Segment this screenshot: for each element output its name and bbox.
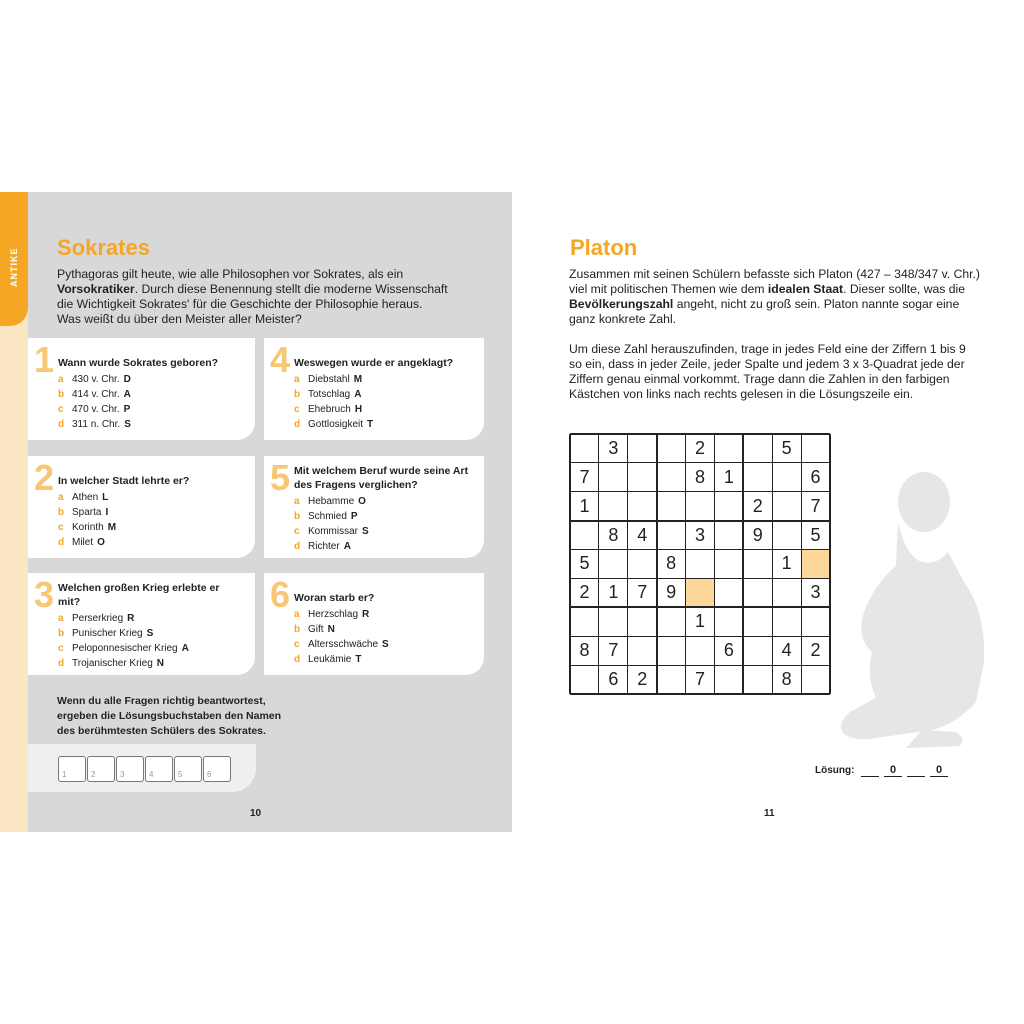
question-line-1: Woran starb er? <box>294 592 375 604</box>
answer-letter: a <box>58 492 64 503</box>
sudoku-cell[interactable] <box>657 434 686 463</box>
grid-line <box>570 636 830 637</box>
answer-letter: d <box>58 658 65 669</box>
answer-option[interactable] <box>294 402 373 417</box>
question-number: 1 <box>34 339 55 380</box>
solution-input-box[interactable] <box>116 756 144 782</box>
sudoku-cell[interactable]: 8 <box>781 669 792 690</box>
answer-text: Richter <box>308 541 340 552</box>
solution-input-box[interactable] <box>58 756 86 782</box>
sudoku-cell[interactable]: 5 <box>810 524 821 545</box>
question-text <box>294 356 453 370</box>
sudoku-cell[interactable]: 2 <box>637 669 648 690</box>
solution-digit-blank[interactable] <box>907 764 925 777</box>
sudoku-cell[interactable]: 1 <box>781 553 792 574</box>
answer-list <box>294 372 373 432</box>
solution-letter: L <box>102 492 109 503</box>
answer-letter: c <box>58 404 64 415</box>
answer-option[interactable] <box>58 417 131 432</box>
question-text <box>294 464 468 492</box>
sudoku-cell[interactable] <box>686 636 715 665</box>
answer-text: Schmied <box>308 511 347 522</box>
sudoku-cell[interactable]: 7 <box>694 669 705 690</box>
solution-letter: P <box>123 404 131 415</box>
platon-bold-population: Bevölkerungszahl <box>569 297 674 311</box>
answer-text: 414 v. Chr. <box>72 389 120 400</box>
intro-bold-term: Vorsokratiker <box>57 282 135 296</box>
solution-digit-blank[interactable] <box>861 764 879 777</box>
question-line-1: Wann wurde Sokrates geboren? <box>58 357 219 369</box>
grid-line <box>570 606 830 608</box>
question-box-1 <box>28 338 255 440</box>
answer-text: Gottlosigkeit <box>308 419 364 430</box>
question-box-5 <box>264 456 484 558</box>
page-number-left: 10 <box>250 808 262 819</box>
question-line-2: des Fragens verglichen? <box>294 479 418 491</box>
sudoku-cell[interactable] <box>714 492 743 521</box>
answer-text: 470 v. Chr. <box>72 404 120 415</box>
answer-letter: a <box>294 374 300 385</box>
sudoku-cell[interactable] <box>570 434 599 463</box>
sudoku-cell[interactable] <box>801 665 830 694</box>
chapter-tab <box>0 192 28 326</box>
sudoku-cell[interactable]: 7 <box>608 640 619 661</box>
answer-letter: c <box>58 522 64 533</box>
question-line-2: mit? <box>58 596 81 608</box>
question-box-2 <box>28 456 255 558</box>
sudoku-cell[interactable] <box>628 492 657 521</box>
answer-option[interactable] <box>58 520 116 535</box>
sudoku-cell[interactable] <box>772 607 801 636</box>
sudoku-cell[interactable]: 1 <box>723 466 734 487</box>
sudoku-cell[interactable] <box>570 665 599 694</box>
answer-option[interactable] <box>294 417 373 432</box>
sudoku-cell[interactable] <box>714 521 743 550</box>
grid-line <box>569 434 571 694</box>
sudoku-cell[interactable] <box>714 550 743 579</box>
sudoku-cell[interactable] <box>599 463 628 492</box>
solution-input-box[interactable] <box>87 756 115 782</box>
solution-letter: O <box>358 496 366 507</box>
answer-text: Athen <box>72 492 99 503</box>
answer-text: Korinth <box>72 522 104 533</box>
sudoku-cell[interactable]: 7 <box>637 582 648 603</box>
sudoku-cell[interactable]: 9 <box>752 524 763 545</box>
answer-letter: c <box>294 639 300 650</box>
sudoku-cell[interactable] <box>599 607 628 636</box>
question-line-1: Welchen großen Krieg erlebte er <box>58 582 220 594</box>
sudoku-cell[interactable] <box>714 607 743 636</box>
solution-box-index: 5 <box>178 770 183 779</box>
grid-line <box>801 434 802 694</box>
intro-line-2-rest: . Durch diese Benennung stellt die moderne Wissenschaft <box>134 282 448 296</box>
sudoku-cell[interactable] <box>628 463 657 492</box>
answer-option[interactable] <box>58 641 189 656</box>
answer-letter: a <box>294 496 300 507</box>
answer-letter: b <box>294 389 301 400</box>
answer-text: Peloponnesischer Krieg <box>72 643 178 654</box>
sudoku-cell[interactable]: 4 <box>637 524 648 545</box>
answer-letter: d <box>294 419 301 430</box>
sudoku-cell[interactable] <box>570 521 599 550</box>
sudoku-cell[interactable]: 2 <box>810 640 821 661</box>
page-title-sokrates: Sokrates <box>57 235 150 260</box>
sudoku-cell[interactable] <box>628 550 657 579</box>
answer-text: Milet <box>72 537 94 548</box>
sudoku-cell[interactable]: 7 <box>810 495 821 516</box>
answer-option[interactable] <box>58 490 116 505</box>
answer-text: Kommissar <box>308 526 359 537</box>
answer-text: Trojanischer Krieg <box>72 658 153 669</box>
answer-text: Punischer Krieg <box>72 628 143 639</box>
answer-list <box>58 372 131 432</box>
solution-box-index: 2 <box>91 770 96 779</box>
grid-line <box>570 491 830 492</box>
answer-option[interactable] <box>58 402 131 417</box>
answer-option[interactable] <box>294 637 389 652</box>
sudoku-cell[interactable] <box>628 607 657 636</box>
solution-input-box[interactable] <box>145 756 173 782</box>
sudoku-cell[interactable]: 5 <box>579 553 590 574</box>
sudoku-cell[interactable]: 3 <box>810 582 821 603</box>
grid-line <box>598 434 599 694</box>
question-box-6 <box>264 573 484 675</box>
answer-option[interactable] <box>58 626 189 641</box>
answer-text: Ehebruch <box>308 404 351 415</box>
sudoku-cell[interactable] <box>743 434 772 463</box>
answer-letter: d <box>58 537 65 548</box>
solution-letter: D <box>123 374 131 385</box>
sudoku-cell[interactable]: 6 <box>810 466 821 487</box>
platon-intro-line-3 <box>569 297 989 312</box>
sudoku-cell[interactable] <box>801 550 830 579</box>
sudoku-cell[interactable]: 6 <box>723 640 734 661</box>
solution-letter: N <box>327 624 335 635</box>
answer-letter: b <box>58 628 65 639</box>
sudoku-cell[interactable] <box>628 434 657 463</box>
sudoku-cell[interactable] <box>801 607 830 636</box>
solution-letter: I <box>105 507 109 518</box>
answer-text: 311 n. Chr. <box>72 419 121 430</box>
solution-letter: R <box>362 609 370 620</box>
answer-text: Sparta <box>72 507 102 518</box>
answer-text: Gift <box>308 624 324 635</box>
solution-letter: A <box>354 389 362 400</box>
platon-intro-line-5: Um diese Zahl herauszufinden, trage in jedes Feld eine der Ziffern 1 bis 9 <box>569 342 966 356</box>
sudoku-cell[interactable] <box>686 492 715 521</box>
intro-text <box>57 267 477 327</box>
answer-option[interactable] <box>294 652 389 667</box>
solution-digit-blank[interactable]: 0 <box>884 764 902 777</box>
platon-intro-line-8: Kästchen von links nach rechts gelesen in die Lösungszeile ein. <box>569 387 914 401</box>
platon-bold-ideal-state: idealen Staat <box>767 282 844 296</box>
sudoku-cell[interactable]: 8 <box>666 553 677 574</box>
grid-line <box>656 434 658 694</box>
answer-option[interactable] <box>294 387 373 402</box>
solution-letter: S <box>124 419 131 430</box>
solution-letter: S <box>382 639 389 650</box>
sudoku-cell[interactable] <box>772 492 801 521</box>
solution-letter: T <box>367 419 374 430</box>
sudoku-cell[interactable] <box>714 578 743 607</box>
answer-text: Leukämie <box>308 654 352 665</box>
grid-line <box>570 433 830 435</box>
intro-line-3: die Wichtigkeit Sokrates' für die Geschichte der Philosophie heraus. <box>57 297 423 311</box>
answer-text: Totschlag <box>308 389 351 400</box>
answer-option[interactable] <box>294 509 369 524</box>
sudoku-cell[interactable] <box>772 521 801 550</box>
answer-option[interactable] <box>58 505 116 520</box>
platon-intro-line-2 <box>569 282 989 297</box>
answer-option[interactable] <box>294 622 389 637</box>
question-text <box>58 581 219 609</box>
answer-option[interactable] <box>294 372 373 387</box>
platon-intro-line-7: Ziffern genau einmal vorkommt. Trage dann die Zahlen in den farbigen <box>569 372 950 386</box>
sudoku-cell[interactable]: 8 <box>608 524 619 545</box>
paragraph-gap <box>569 327 989 342</box>
sudoku-cell[interactable] <box>657 607 686 636</box>
solution-letter: S <box>362 526 369 537</box>
sudoku-cell[interactable] <box>714 434 743 463</box>
sudoku-cell[interactable] <box>772 578 801 607</box>
answer-letter: a <box>294 609 300 620</box>
solution-input-box[interactable] <box>174 756 202 782</box>
solution-letter: A <box>181 643 189 654</box>
answer-option[interactable] <box>58 611 189 626</box>
sudoku-cell[interactable] <box>714 665 743 694</box>
answer-option[interactable] <box>58 656 189 671</box>
answer-list <box>294 607 389 667</box>
solution-input-box[interactable] <box>203 756 231 782</box>
sudoku-cell[interactable]: 1 <box>608 582 619 603</box>
solution-box-index: 3 <box>120 770 125 779</box>
answer-letter: b <box>294 624 301 635</box>
answer-option[interactable] <box>294 607 389 622</box>
question-number: 2 <box>34 457 55 498</box>
grid-line <box>627 434 628 694</box>
sudoku-cell[interactable] <box>801 434 830 463</box>
grid-line <box>570 549 830 550</box>
solution-letter: O <box>97 537 105 548</box>
answer-letter: a <box>58 613 64 624</box>
answer-text: Diebstahl <box>308 374 350 385</box>
solution-letter: A <box>343 541 351 552</box>
sudoku-cell[interactable]: 5 <box>781 437 792 458</box>
sudoku-cell[interactable]: 3 <box>694 524 705 545</box>
solution-box-index: 1 <box>62 770 67 779</box>
thinker-statue-icon <box>836 462 1006 752</box>
intro-line-4: Was weißt du über den Meister aller Meister? <box>57 312 302 326</box>
answer-text: Hebamme <box>308 496 355 507</box>
grid-line <box>772 434 773 694</box>
sudoku-cell[interactable]: 2 <box>752 495 763 516</box>
answer-letter: a <box>58 374 64 385</box>
answer-letter: c <box>58 643 64 654</box>
platon-intro-line-4: ganz konkrete Zahl. <box>569 312 677 326</box>
question-box-4 <box>264 338 484 440</box>
question-text <box>58 474 189 488</box>
solution-label: Lösung: <box>815 765 855 776</box>
question-line-1: In welcher Stadt lehrte er? <box>58 475 190 487</box>
answer-option[interactable] <box>58 535 116 550</box>
answer-list <box>58 611 189 671</box>
grid-line <box>685 434 686 694</box>
sudoku-cell[interactable]: 4 <box>781 640 792 661</box>
answer-option[interactable] <box>294 494 369 509</box>
grid-line <box>570 462 830 463</box>
page-number-right: 11 <box>764 808 775 819</box>
solution-box-index: 6 <box>207 770 212 779</box>
question-box-3 <box>28 573 255 675</box>
sudoku-cell[interactable] <box>743 665 772 694</box>
answer-text: Herzschlag <box>308 609 359 620</box>
sudoku-cell[interactable]: 3 <box>608 437 619 458</box>
sudoku-cell[interactable] <box>743 463 772 492</box>
grid-line <box>829 434 831 694</box>
page-title-platon: Platon <box>570 235 638 260</box>
sudoku-cell[interactable]: 6 <box>608 669 619 690</box>
platon-intro-line-3b: angeht, nicht zu groß sein. Platon nannte sogar eine <box>673 297 960 311</box>
answer-option[interactable] <box>294 539 369 554</box>
sudoku-cell[interactable]: 2 <box>579 582 590 603</box>
solution-letter: P <box>350 511 358 522</box>
answer-letter: d <box>294 541 301 552</box>
sudoku-cell[interactable]: 7 <box>579 466 590 487</box>
intro-line-1: Pythagoras gilt heute, wie alle Philosophen vor Sokrates, als ein <box>57 267 404 281</box>
sudoku-cell[interactable] <box>772 463 801 492</box>
platon-intro-text <box>569 267 989 402</box>
solution-letter: N <box>156 658 165 669</box>
solution-digit-blank[interactable]: 0 <box>930 764 948 777</box>
question-number: 3 <box>34 574 55 615</box>
grid-line <box>714 434 715 694</box>
sudoku-cell[interactable] <box>686 550 715 579</box>
sudoku-cell[interactable] <box>657 521 686 550</box>
sudoku-cell[interactable] <box>599 492 628 521</box>
question-number: 5 <box>270 457 291 498</box>
answer-option[interactable] <box>294 524 369 539</box>
sudoku-cell[interactable]: 8 <box>694 466 705 487</box>
sudoku-cell[interactable] <box>657 636 686 665</box>
question-number: 6 <box>270 574 291 615</box>
grid-line <box>570 578 830 579</box>
sudoku-cell[interactable]: 8 <box>579 640 590 661</box>
sudoku-cell[interactable]: 1 <box>579 495 590 516</box>
grid-line <box>570 665 830 666</box>
left-page <box>0 192 512 832</box>
answer-letter: b <box>58 507 65 518</box>
question-text <box>58 356 218 370</box>
answer-letter: b <box>294 511 301 522</box>
answer-text: 430 v. Chr. <box>72 374 120 385</box>
sudoku-cell[interactable] <box>743 578 772 607</box>
platon-intro-line-1: Zusammen mit seinen Schülern befasste sich Platon (427 – 348/347 v. Chr.) <box>569 267 980 281</box>
answer-text: Altersschwäche <box>308 639 379 650</box>
solution-letter: A <box>123 389 131 400</box>
question-line-1: Weswegen wurde er angeklagt? <box>294 357 454 369</box>
solution-letter: S <box>146 628 154 639</box>
intro-line-2 <box>57 282 477 297</box>
sudoku-cell[interactable] <box>657 665 686 694</box>
answer-letter: d <box>58 419 65 430</box>
answer-letter: b <box>58 389 65 400</box>
sudoku-cell[interactable] <box>743 607 772 636</box>
sudoku-cell[interactable]: 9 <box>666 582 677 603</box>
hint-text <box>57 694 281 739</box>
answer-option[interactable] <box>58 372 131 387</box>
solution-panel <box>28 744 256 792</box>
answer-list <box>58 490 116 550</box>
question-text <box>294 591 374 605</box>
platon-intro-line-6: so ein, dass in jeder Zeile, jeder Spalte und jedem 3 x 3-Quadrat jede der <box>569 357 965 371</box>
chapter-tab-label: ANTIKE <box>9 247 19 287</box>
answer-letter: c <box>294 404 300 415</box>
sudoku-cell[interactable] <box>628 636 657 665</box>
question-number: 4 <box>270 339 291 380</box>
solution-letter: M <box>107 522 117 533</box>
sudoku-cell[interactable] <box>743 636 772 665</box>
answer-list <box>294 494 369 554</box>
sudoku-cell[interactable] <box>743 550 772 579</box>
solution-letter: M <box>353 374 363 385</box>
hint-line-3: des berühmtesten Schülers des Sokrates. <box>57 725 266 737</box>
platon-intro-line-2a: viel mit politischen Themen wie dem <box>569 282 768 296</box>
grid-line <box>570 520 830 522</box>
hint-line-2: ergeben die Lösungsbuchstaben den Namen <box>57 710 282 722</box>
solution-letter: R <box>127 613 135 624</box>
sudoku-cell[interactable]: 2 <box>694 437 705 458</box>
answer-letter: d <box>294 654 301 665</box>
sudoku-cell[interactable] <box>570 607 599 636</box>
answer-text: Perserkrieg <box>72 613 124 624</box>
grid-line <box>742 434 744 694</box>
grid-line <box>570 693 830 695</box>
answer-option[interactable] <box>58 387 131 402</box>
solution-letter: T <box>355 654 362 665</box>
solution-letter: H <box>354 404 363 415</box>
hint-line-1: Wenn du alle Fragen richtig beantwortest, <box>57 695 266 707</box>
sudoku-grid <box>570 434 830 694</box>
answer-letter: c <box>294 526 300 537</box>
sudoku-cell[interactable] <box>657 492 686 521</box>
sudoku-cell[interactable]: 1 <box>694 611 705 632</box>
platon-intro-line-2c: . Dieser sollte, was die <box>843 282 966 296</box>
sudoku-cell[interactable] <box>686 578 715 607</box>
question-line-1: Mit welchem Beruf wurde seine Art <box>294 465 469 477</box>
sudoku-cell[interactable] <box>599 550 628 579</box>
solution-box-index: 4 <box>149 770 154 779</box>
sudoku-cell[interactable] <box>657 463 686 492</box>
